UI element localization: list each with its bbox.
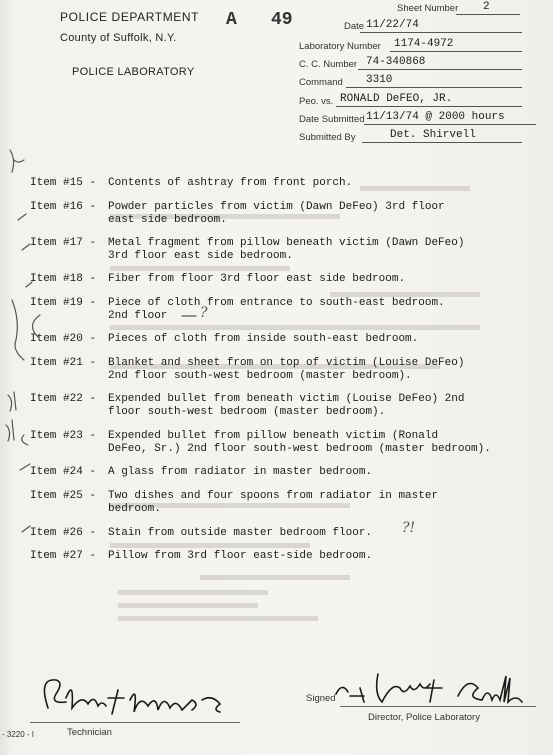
handwritten-question-19: ? [200, 305, 208, 321]
sheet-number-value: 2 [483, 1, 490, 13]
item-number: Item #26 - [30, 527, 97, 539]
command-label: Command [299, 77, 343, 88]
item-number: Item #27 - [30, 550, 97, 562]
handwritten-question-26: ?! [402, 520, 416, 536]
submitted-by-value: Det. Shirvell [390, 129, 476, 141]
department-name: POLICE DEPARTMENT [60, 10, 200, 24]
stamp-letter: A [226, 10, 237, 30]
item-number: Item #19 - [30, 297, 97, 309]
county-name: County of Suffolk, N.Y. [60, 32, 177, 44]
item-number: Item #20 - [30, 333, 97, 345]
sheet-number-label: Sheet Number [397, 3, 459, 14]
item-number: Item #16 - [30, 201, 97, 213]
peo-value: RONALD DeFEO, JR. [340, 93, 453, 105]
date-submitted-value: 11/13/74 @ 2000 hours [366, 111, 505, 123]
item-description: Powder particles from victim (Dawn DeFeo) 3rd floor east side bedroom. [108, 201, 445, 226]
lab-number-value: 1174-4972 [394, 38, 454, 50]
technician-label: Technician [67, 727, 112, 738]
technician-signature [30, 668, 250, 728]
item-description: Expended bullet from pillow beneath victim (Ronald DeFeo, Sr.) 2nd floor south-west bedroom (master bedroom). [108, 430, 491, 455]
item-description: Pillow from 3rd floor east-side bedroom. [108, 550, 373, 562]
date-submitted-label: Date Submitted [299, 114, 365, 125]
item-description: Two dishes and four spoons from radiator in master bedroom. [108, 490, 439, 515]
item-description: A glass from radiator in master bedroom. [108, 466, 373, 478]
item-number: Item #25 - [30, 490, 97, 502]
command-value: 3310 [366, 74, 393, 86]
cc-number-label: C. C. Number [299, 59, 358, 70]
director-line [340, 706, 536, 707]
item-description: Fiber from floor 3rd floor east side bedroom. [108, 273, 406, 285]
item-description: Contents of ashtray from front porch. [108, 177, 353, 189]
item-number: Item #22 - [30, 393, 97, 405]
submitted-by-label: Submitted By [299, 132, 356, 143]
item-description: Expended bullet from beneath victim (Louise DeFeo) 2nd floor south-west bedroom (master bedroom). [108, 393, 465, 418]
director-label: Director, Police Laboratory [368, 712, 480, 723]
lab-number-label: Laboratory Number [299, 41, 381, 52]
lab-name: POLICE LABORATORY [72, 66, 195, 78]
date-label: Date [344, 21, 365, 32]
item-number: Item #24 - [30, 466, 97, 478]
item-description: Metal fragment from pillow beneath victim (Dawn DeFeo) 3rd floor east side bedroom. [108, 237, 465, 262]
item-description: Blanket and sheet from on top of victim (Louise DeFeo) 2nd floor south-west bedroom (master bedroom). [108, 357, 465, 382]
item-number: Item #23 - [30, 430, 97, 442]
cc-number-value: 74-340868 [366, 56, 426, 68]
date-value: 11/22/74 [366, 19, 419, 31]
item-description: Pieces of cloth from inside south-east bedroom. [108, 333, 419, 345]
signed-label: Signed [306, 693, 336, 704]
technician-line [30, 722, 240, 723]
item-number: Item #15 - [30, 177, 97, 189]
item-number: Item #18 - [30, 273, 97, 285]
stamp-number: 49 [271, 10, 293, 30]
form-number: - 3220 - I [2, 730, 35, 739]
item-description: Piece of cloth from entrance to south-east bedroom. 2nd floor [108, 297, 445, 322]
peo-label: Peo. vs. [299, 96, 334, 107]
director-signature [330, 664, 545, 709]
item-number: Item #17 - [30, 237, 97, 249]
item-description: Stain from outside master bedroom floor. [108, 527, 373, 539]
item-number: Item #21 - [30, 357, 97, 369]
